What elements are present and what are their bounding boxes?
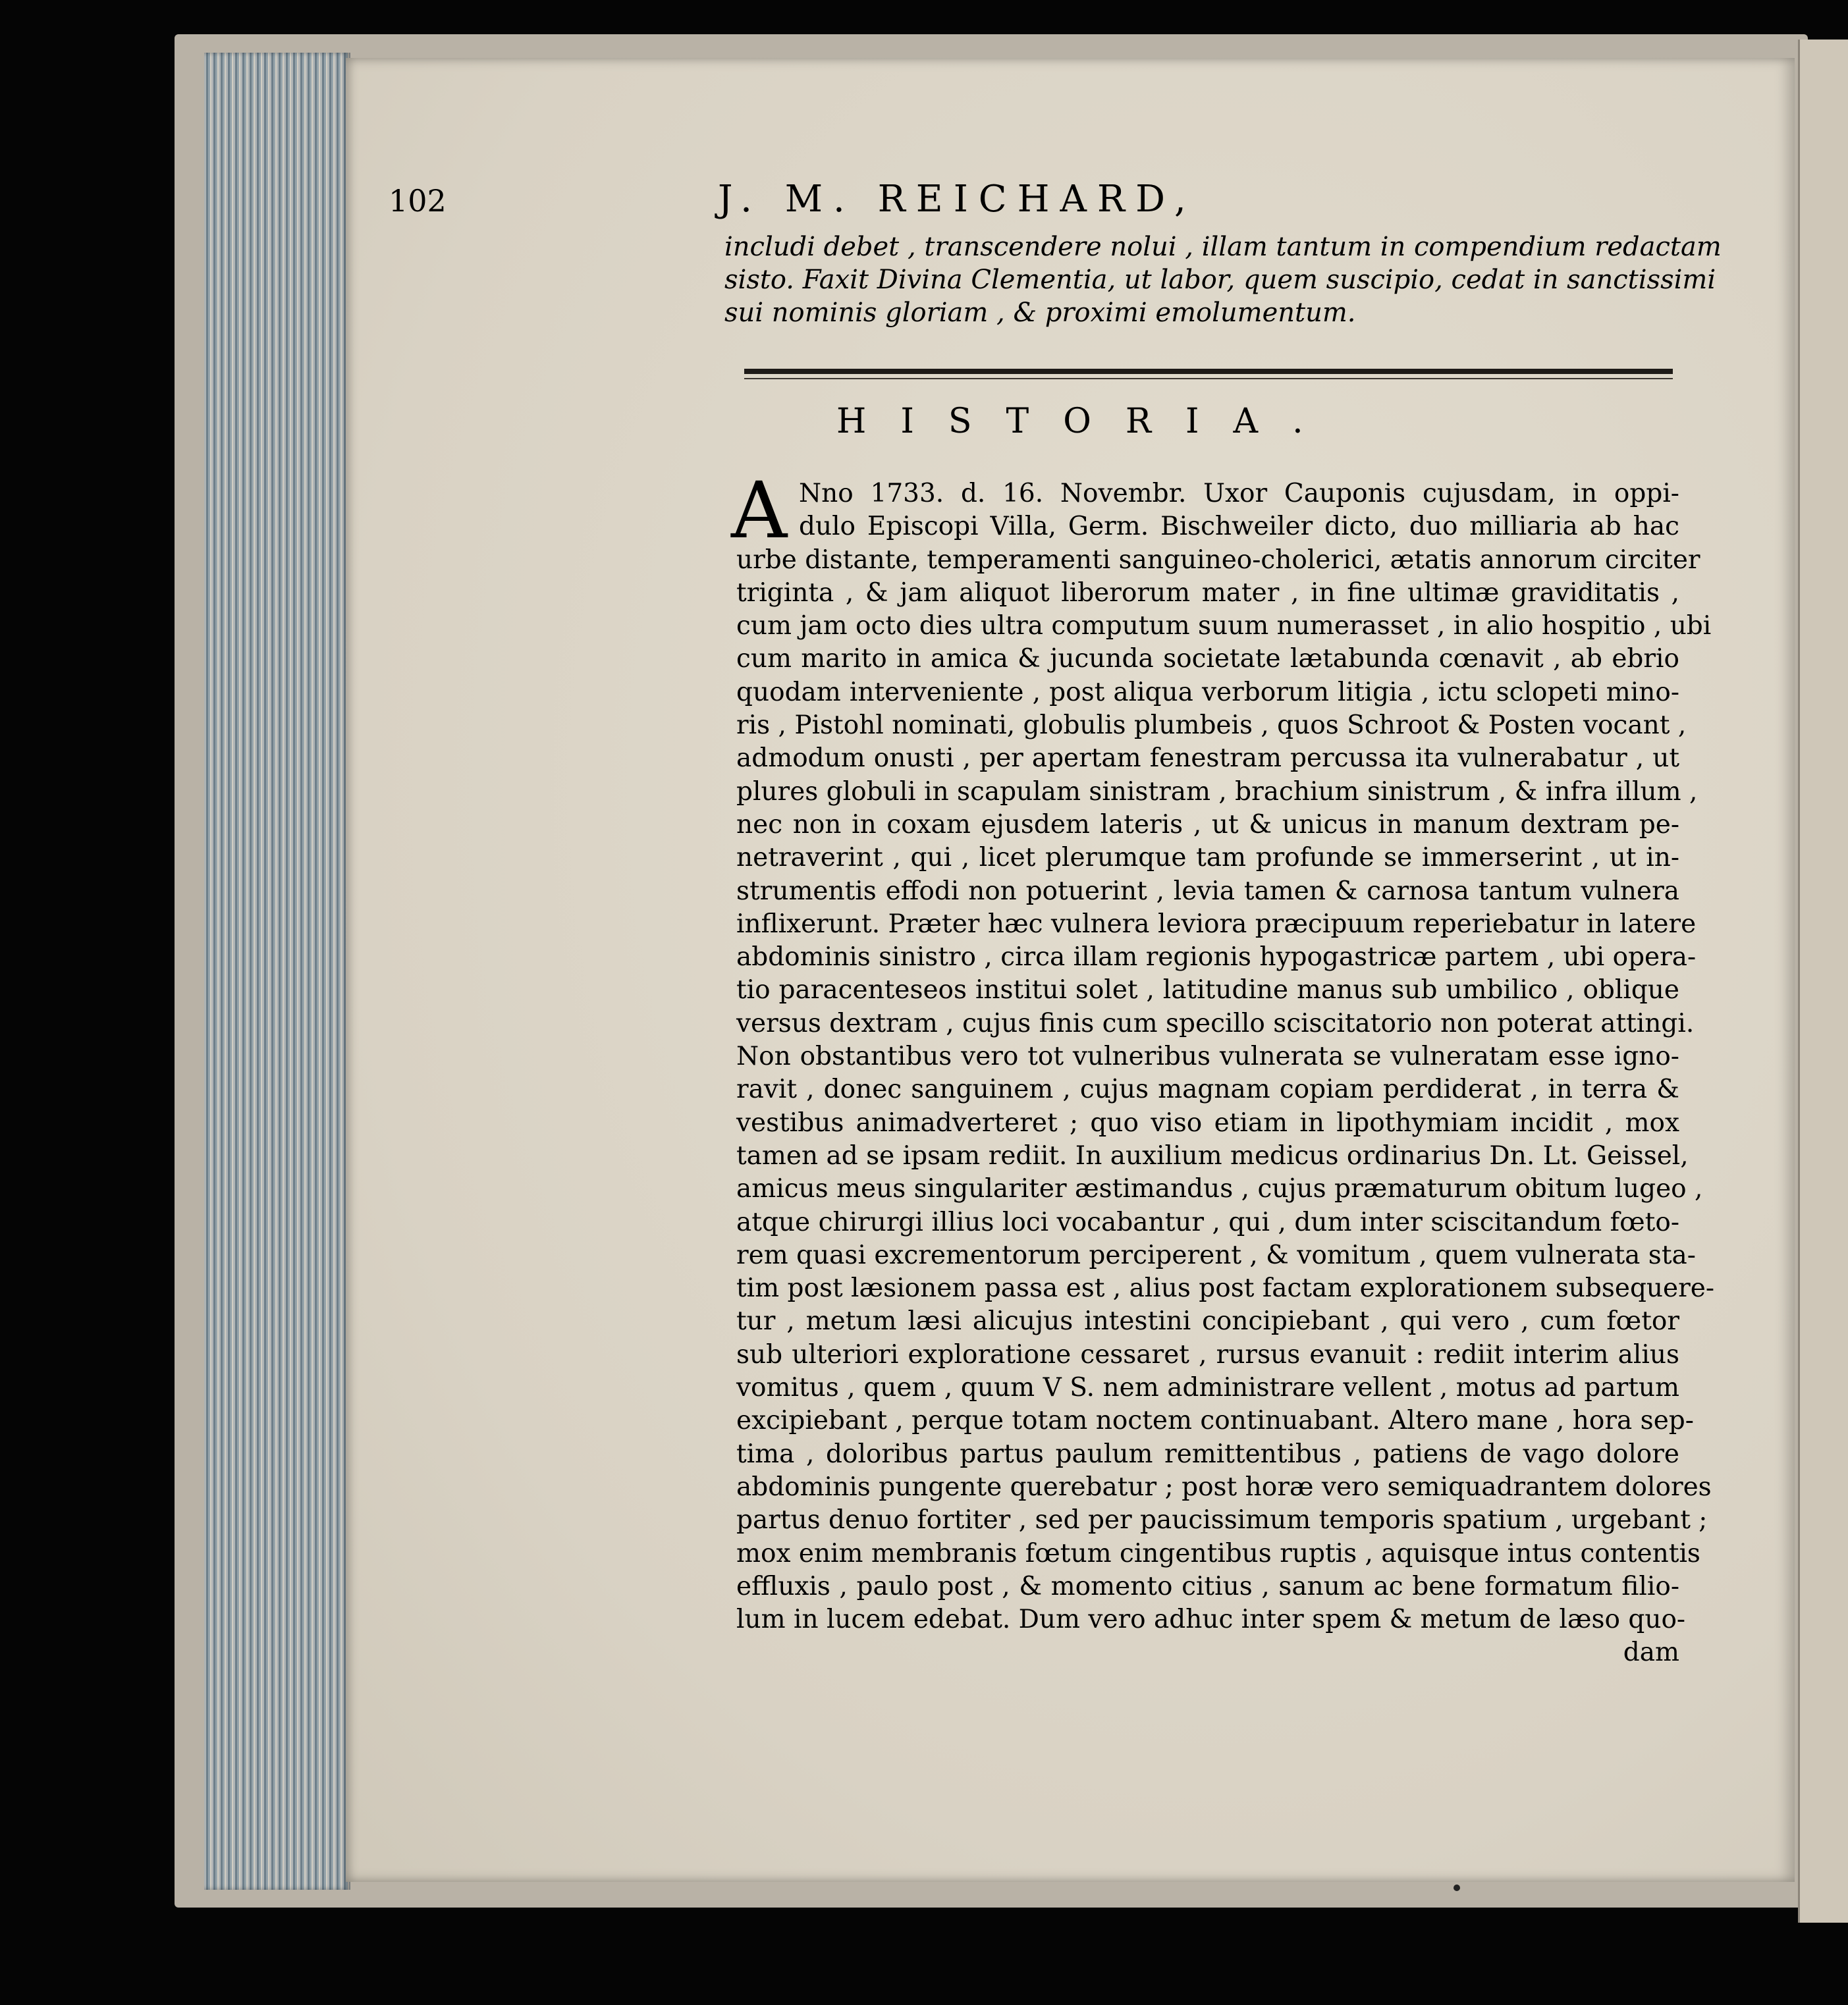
body-line: cum jam octo dies ultra computum suum numerasset , in alio hospitio , ubi bbox=[736, 611, 1712, 641]
printer-mark bbox=[1454, 1885, 1460, 1891]
body-line: plures globuli in scapulam sinistram , brachium sinistrum , & infra illum , bbox=[736, 776, 1698, 807]
body-line: tio paracenteseos institui solet , latitudine manus sub umbilico , oblique bbox=[736, 975, 1679, 1005]
running-head bbox=[389, 178, 1673, 230]
body-line: excipiebant , perque totam noctem continuabant. Altero mane , hora sep- bbox=[736, 1406, 1694, 1436]
body-line: versus dextram , cujus finis cum specillo sciscitatorio non poterat attingi. bbox=[736, 1008, 1695, 1038]
body-line: Non obstantibus vero tot vulneribus vulnerata se vulneratam esse igno- bbox=[736, 1042, 1679, 1072]
preface-line: sui nominis gloriam , & proximi emolumentum. bbox=[724, 298, 1356, 328]
body-line: tamen ad se ipsam rediit. In auxilium medicus ordinarius Dn. Lt. Geissel, bbox=[736, 1140, 1689, 1171]
body-line: admodum onusti , per apertam fenestram percussa ita vulnerabatur , ut bbox=[736, 743, 1679, 774]
body-line: abdominis sinistro , circa illam regionis hypogastricæ partem , ubi opera- bbox=[736, 942, 1697, 973]
preface-line: includi debet , transcendere nolui , illam tantum in compendium redactam bbox=[724, 232, 1722, 262]
body-line: sub ulteriori exploratione cessaret , rursus evanuit : rediit interim alius bbox=[736, 1339, 1679, 1370]
body-text bbox=[736, 477, 1715, 1670]
page-block-edge bbox=[204, 53, 350, 1890]
section-rule-thin bbox=[744, 378, 1673, 379]
body-line: rem quasi excrementorum perciperent , & vomitum , quem vulnerata sta- bbox=[736, 1240, 1696, 1270]
running-head-author: J. M. REICHARD, bbox=[718, 178, 1197, 221]
body-line: vestibus animadverteret ; quo viso etiam in lipothymiam incidit , mox bbox=[736, 1108, 1679, 1138]
body-line: cum marito in amica & jucunda societate lætabunda cœnavit , ab ebrio bbox=[736, 644, 1679, 674]
preface-paragraph bbox=[724, 230, 1722, 329]
preface-line: sisto. Faxit Divina Clementia, ut labor, quem suscipio, cedat in sanctissimi bbox=[724, 265, 1716, 295]
body-line: tur , metum læsi alicujus intestini concipiebant , qui vero , cum fœtor bbox=[736, 1306, 1679, 1337]
page-number: 102 bbox=[389, 183, 447, 219]
body-line: dulo Episcopi Villa, Germ. Bischweiler dicto, duo milliaria ab hac bbox=[799, 512, 1679, 542]
body-line: tima , doloribus partus paulum remittentibus , patiens de vago dolore bbox=[736, 1439, 1679, 1469]
body-line: ravit , donec sanguinem , cujus magnam copiam perdiderat , in terra & bbox=[736, 1075, 1679, 1105]
facing-page-edge bbox=[1798, 40, 1848, 1923]
body-line: Nno 1733. d. 16. Novembr. Uxor Cauponis cujusdam, in oppi- bbox=[799, 479, 1679, 508]
body-line: amicus meus singulariter æstimandus , cujus præmaturum obitum lugeo , bbox=[736, 1174, 1703, 1204]
body-line: ris , Pistohl nominati, globulis plumbeis , quos Schroot & Posten vocant , bbox=[736, 710, 1687, 741]
body-line: abdominis pungente querebatur ; post horæ vero semiquadrantem dolores bbox=[736, 1472, 1712, 1502]
body-line: strumentis effodi non potuerint , levia tamen & carnosa tantum vulnera bbox=[736, 876, 1679, 906]
body-line: netraverint , qui , licet plerumque tam profunde se immerserint , ut in- bbox=[736, 843, 1679, 873]
body-line: urbe distante, temperamenti sanguineo-cholerici, ætatis annorum circiter bbox=[736, 545, 1700, 575]
body-line: vomitus , quem , quum V S. nem administrare vellent , motus ad partum bbox=[736, 1373, 1679, 1403]
body-line: lum in lucem edebat. Dum vero adhuc inter spem & metum de læso quo- bbox=[736, 1605, 1686, 1635]
body-line: mox enim membranis fœtum cingentibus ruptis , aquisque intus contentis bbox=[736, 1538, 1700, 1568]
body-line: quodam interveniente , post aliqua verborum litigia , ictu sclopeti mino- bbox=[736, 677, 1679, 707]
drop-cap: A bbox=[731, 465, 788, 556]
section-rule bbox=[744, 369, 1673, 374]
body-line: atque chirurgi illius loci vocabantur , qui , dum inter sciscitandum fœto- bbox=[736, 1207, 1679, 1237]
body-line: partus denuo fortiter , sed per paucissimum temporis spatium , urgebant ; bbox=[736, 1505, 1708, 1536]
body-line: dam bbox=[1623, 1638, 1679, 1668]
body-line: effluxis , paulo post , & momento citius , sanum ac bene formatum filio- bbox=[736, 1571, 1679, 1601]
body-line: nec non in coxam ejusdem lateris , ut & unicus in manum dextram pe- bbox=[736, 809, 1679, 840]
body-line: inflixerunt. Præter hæc vulnera leviora præcipuum reperiebatur in latere bbox=[736, 909, 1697, 939]
body-line: triginta , & jam aliquot liberorum mater , in fine ultimæ graviditatis , bbox=[736, 577, 1679, 608]
section-title: HISTORIA. bbox=[836, 402, 1338, 441]
body-line: tim post læsionem passa est , alius post factam explorationem subsequere- bbox=[736, 1273, 1715, 1304]
